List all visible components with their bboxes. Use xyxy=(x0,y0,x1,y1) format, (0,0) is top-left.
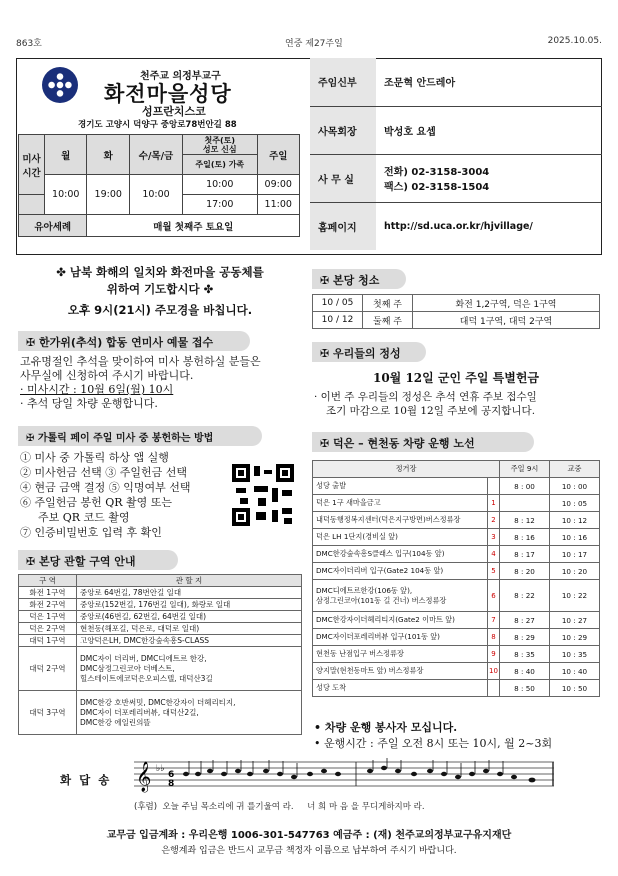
bus-stop-no: 2 xyxy=(488,512,500,529)
bus-stop-no: 4 xyxy=(488,546,500,563)
infant-baptism-label: 유아세례 xyxy=(19,215,87,237)
area-region: DMC자이 더리버, DMC디에트르 한강, DMC삼정그린코아 더베스트, 힐스테이트에코덕은오피스텔, 대덕산3길 xyxy=(77,647,302,691)
area-region: 중앙로(152번길, 176번길 일대), 화랑로 일대 xyxy=(77,599,302,611)
mass-schedule-table xyxy=(18,134,300,237)
bus-time-9: 8 : 22 xyxy=(500,580,550,612)
bus-stop-no: 9 xyxy=(488,646,500,663)
mass-tue-time: 19:00 xyxy=(87,175,129,215)
bus-stop: 덕은 LH 1단지(경비실 앞) xyxy=(313,529,488,546)
region-col-header: 관 할 지 xyxy=(77,575,302,587)
diocese-name: 천주교 의정부교구 xyxy=(140,71,221,82)
svg-text:8: 8 xyxy=(168,779,175,789)
bus-stop: 내덕동행정복지센터(덕은지구방면)버스정류장 xyxy=(313,512,488,529)
bus-stop: 양지말(현천동마트 앞) 버스정류장 xyxy=(313,663,488,680)
mass-wtf-time: 10:00 xyxy=(129,175,182,215)
prayer-line2: 위하여 기도합시다 ✤ xyxy=(106,282,214,296)
area-name: 덕은 2구역 xyxy=(19,623,77,635)
prayer-line3: 오후 9시(21시) 주모경을 바칩니다. xyxy=(67,303,253,317)
memorial-mass-body xyxy=(20,355,304,411)
fax-label: 팩스) xyxy=(384,182,408,193)
cleaning-title: ✠ 본당 청소 xyxy=(312,269,406,289)
step-6b: 주보 QR 코드 촬영 xyxy=(38,511,130,524)
memorial-b2: · 추석 당일 차량 운행합니다. xyxy=(20,397,158,410)
bus-stop: 덕은 1구 새마을금고 xyxy=(313,495,488,512)
mass-sat-time2: 17:00 xyxy=(183,195,257,215)
memorial-mass-title: ✠ 한가위(추석) 합동 연미사 예물 접수 xyxy=(18,331,250,351)
area-region: DMC한강 호반써밋, DMC한강자이 더헤리티지, DMC자이 더포레리버뷰, 대덕산2길, DMC한강 에일린의뜰 xyxy=(77,691,302,735)
homepage-label: 홈페이지 xyxy=(310,202,376,250)
bus-time-main: 10 : 35 xyxy=(550,646,600,663)
offering-qr-code-icon[interactable] xyxy=(232,464,294,526)
office-contacts xyxy=(376,154,602,202)
bus-stop-no: 10 xyxy=(488,663,500,680)
church-address: 경기도 고양시 덕양구 중앙로78번안길 88 xyxy=(78,120,237,130)
liturgical-week: 연중 제27주일 xyxy=(285,39,343,49)
offering-headline: 10월 12일 군인 주일 특별헌금 xyxy=(372,371,540,385)
offering-body xyxy=(314,390,604,418)
bus-stop-no xyxy=(488,478,500,495)
bus-col-stop: 정거장 xyxy=(313,461,500,478)
bus-time-main: 10 : 22 xyxy=(550,580,600,612)
bus-stop: DMC디에트르한강(106동 앞), 삼정그린코아(101동 길 건너) 버스정류장 xyxy=(313,580,488,612)
area-name: 대덕 1구역 xyxy=(19,635,77,647)
bus-time-main: 10 : 16 xyxy=(550,529,600,546)
bus-stop-no: 6 xyxy=(488,580,500,612)
bus-stop-no: 8 xyxy=(488,629,500,646)
bus-stop-no: 1 xyxy=(488,495,500,512)
bus-time-main: 10 : 50 xyxy=(550,680,600,697)
homepage-url[interactable]: http://sd.uca.or.kr/hjvillage/ xyxy=(376,202,602,250)
svg-text:♭♭: ♭♭ xyxy=(156,764,165,774)
bus-time-9: 8 : 27 xyxy=(500,612,550,629)
bus-stop: DMC한강자이더헤리티지(Gate2 이마트 앞) xyxy=(313,612,488,629)
mass-sat-sub: 주일(토) 가족 xyxy=(183,155,257,175)
bus-stop-no: 7 xyxy=(488,612,500,629)
mass-day-tue: 화 xyxy=(87,135,129,175)
bus-col-main: 교중 xyxy=(550,461,600,478)
mass-sun-time1: 09:00 xyxy=(257,175,300,195)
parish-area-title: ✠ 본당 관할 구역 안내 xyxy=(18,550,178,570)
church-logo-icon xyxy=(42,67,78,103)
bus-time-9: 8 : 00 xyxy=(500,478,550,495)
bus-notes xyxy=(314,720,604,752)
psalm-label: 화 답 송 xyxy=(60,773,112,787)
mass-day-sat: 첫주(토) 성모 신심 xyxy=(183,135,257,155)
bus-stop-no: 3 xyxy=(488,529,500,546)
issue-date: 2025.10.05. xyxy=(547,36,602,46)
bus-stop: DMC한강숲속흥S클래스 입구(104동 앞) xyxy=(313,546,488,563)
mass-label-spacer xyxy=(19,195,45,215)
fax-number: 02-3158-1504 xyxy=(411,182,490,193)
bus-route-title: ✠ 덕은 – 현천동 차량 운행 노선 xyxy=(312,432,534,452)
bus-stop-no: 5 xyxy=(488,563,500,580)
step-6: ⑥ 주일헌금 봉헌 QR 촬영 또는 xyxy=(20,496,173,509)
phone-label: 전화) xyxy=(384,167,408,178)
cleaning-area: 화전 1,2구역, 덕은 1구역 xyxy=(413,295,600,312)
cleaning-date: 10 / 05 xyxy=(313,295,363,312)
offering-p2: 조기 마감으로 10월 12일 주보에 공지합니다. xyxy=(326,405,536,417)
parish-area-table xyxy=(18,574,302,735)
bus-stop: 현천동 난점입구 버스정류장 xyxy=(313,646,488,663)
area-name: 덕은 1구역 xyxy=(19,611,77,623)
bus-time-main: 10 : 40 xyxy=(550,663,600,680)
bus-col-9am: 주일 9시 xyxy=(500,461,550,478)
bus-time-9 xyxy=(500,495,550,512)
issue-number: 863호 xyxy=(16,39,42,49)
cleaning-area: 대덕 1구역, 대덕 2구역 xyxy=(413,312,600,329)
phone-number: 02-3158-3004 xyxy=(411,167,490,178)
mass-sun-time2: 11:00 xyxy=(257,195,300,215)
bus-hours-note: • 운행시간 : 주일 오전 8시 또는 10시, 월 2~3회 xyxy=(314,737,553,750)
psalm-lyrics: (후렴) 오늘 주님 목소리에 귀 를기울여 라. 너 희 마 음 을 무디게하지마 라. xyxy=(134,802,425,812)
catholic-pay-title: ✠ 가톨릭 페이 주일 미사 중 봉헌하는 방법 xyxy=(18,426,262,446)
prayer-notice xyxy=(18,264,302,319)
memorial-b1: · 미사시간 : 10월 6일(월) 10시 xyxy=(20,383,174,396)
mass-day-sun: 주일 xyxy=(257,135,300,175)
offering-title: ✠ 우리들의 정성 xyxy=(312,342,426,362)
area-region: 중앙로 64번길, 78번안길 일대 xyxy=(77,587,302,599)
psalm-staff-notation xyxy=(134,758,554,798)
infant-baptism-value: 매월 첫째주 토요일 xyxy=(87,215,300,237)
church-name: 화전마을성당 xyxy=(104,82,232,106)
bus-time-9: 8 : 12 xyxy=(500,512,550,529)
bus-stop: 성당 도착 xyxy=(313,680,488,697)
cleaning-week: 둘째 주 xyxy=(363,312,413,329)
cleaning-week: 첫째 주 xyxy=(363,295,413,312)
area-region: 고양덕은LH, DMC한강숲속흥S-CLASS xyxy=(77,635,302,647)
prayer-line1: ✤ 남북 화해의 일치와 화전마을 공동체를 xyxy=(56,265,264,279)
mass-day-wtf: 수/목/금 xyxy=(129,135,182,175)
council-label: 사목회장 xyxy=(310,106,376,154)
area-region: 현천동(해포길, 덕은로, 대덕로 일대) xyxy=(77,623,302,635)
mass-sat-time1: 10:00 xyxy=(183,175,257,195)
bus-time-main: 10 : 17 xyxy=(550,546,600,563)
bus-time-main: 10 : 27 xyxy=(550,612,600,629)
bus-time-main: 10 : 00 xyxy=(550,478,600,495)
office-label: 사 무 실 xyxy=(310,154,376,202)
bus-time-9: 8 : 29 xyxy=(500,629,550,646)
area-region: 중앙로(46번길, 62번길, 64번길 일대) xyxy=(77,611,302,623)
area-name: 화전 1구역 xyxy=(19,587,77,599)
bus-time-9: 8 : 40 xyxy=(500,663,550,680)
bus-time-9: 8 : 16 xyxy=(500,529,550,546)
mass-mon-time: 10:00 xyxy=(45,175,87,215)
pastor-label: 주임신부 xyxy=(310,58,376,106)
step-7: ⑦ 인증비밀번호 입력 후 확인 xyxy=(20,526,162,539)
svg-text:6: 6 xyxy=(168,770,175,780)
cleaning-table xyxy=(312,294,600,329)
bus-time-main: 10 : 29 xyxy=(550,629,600,646)
mass-label: 미사 시간 xyxy=(19,135,45,195)
contact-table xyxy=(310,58,602,250)
bus-time-main: 10 : 20 xyxy=(550,563,600,580)
bus-time-9: 8 : 50 xyxy=(500,680,550,697)
memorial-p1: 고유명절인 추석을 맞이하여 미사 봉헌하실 분들은 xyxy=(20,355,261,368)
council-name: 박성호 요셉 xyxy=(376,106,602,154)
step-4-5: ④ 현금 금액 결정 ⑤ 익명여부 선택 xyxy=(20,481,191,494)
cleaning-date: 10 / 12 xyxy=(313,312,363,329)
bus-stop: DMC자이더포레리버뷰 입구(101동 앞) xyxy=(313,629,488,646)
footer-note: 은행계좌 입금은 반드시 교무금 책정자 이름으로 납부하여 주시기 바랍니다. xyxy=(161,846,457,856)
bus-time-9: 8 : 35 xyxy=(500,646,550,663)
bus-volunteer-note: • 차량 운행 봉사자 모십니다. xyxy=(314,721,458,734)
catholic-pay-steps xyxy=(20,450,240,540)
bus-stop: 성당 출발 xyxy=(313,478,488,495)
bus-time-main: 10 : 05 xyxy=(550,495,600,512)
church-patron: 성프란치스코 xyxy=(142,105,206,118)
area-name: 대덕 3구역 xyxy=(19,691,77,735)
offering-p1: · 이번 주 우리들의 정성은 추석 연휴 주보 접수일 xyxy=(314,391,537,403)
step-1: ① 미사 중 가톨릭 하상 앱 실행 xyxy=(20,451,169,464)
footer-account: 교무금 입금계좌 : 우리은행 1006-301-547763 예금주 : (재) 천주교의정부교구유지재단 xyxy=(106,830,512,841)
area-name: 대덕 2구역 xyxy=(19,647,77,691)
bus-time-main: 10 : 12 xyxy=(550,512,600,529)
bus-stop-no xyxy=(488,680,500,697)
mass-day-mon: 월 xyxy=(45,135,87,175)
pastor-name: 조문혁 안드레아 xyxy=(384,78,456,90)
bus-time-9: 8 : 17 xyxy=(500,546,550,563)
memorial-p2: 사무실에 신청하여 주시기 바랍니다. xyxy=(20,369,194,382)
step-2-3: ② 미사헌금 선택 ③ 주일헌금 선택 xyxy=(20,466,187,479)
area-name: 화전 2구역 xyxy=(19,599,77,611)
bus-route-table xyxy=(312,460,600,697)
area-col-header: 구 역 xyxy=(19,575,77,587)
bus-stop: DMC자이더리버 입구(Gate2 104동 앞) xyxy=(313,563,488,580)
bus-time-9: 8 : 20 xyxy=(500,563,550,580)
svg-text:𝄞: 𝄞 xyxy=(136,762,152,792)
